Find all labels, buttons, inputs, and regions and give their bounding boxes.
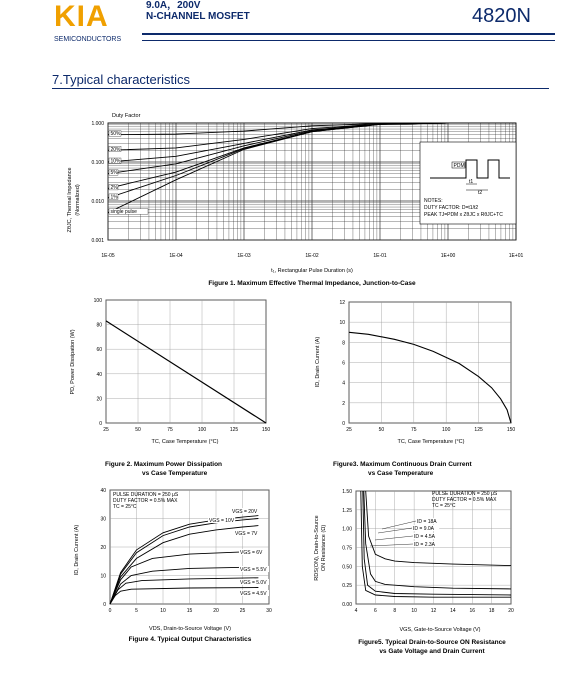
series-label: VGS = 20V xyxy=(232,509,258,515)
y-tick-label: 0.100 xyxy=(91,160,104,166)
x-tick-label: 1E-03 xyxy=(237,253,251,259)
series-label: ID = 18A xyxy=(417,519,437,525)
y-tick-label: 1.000 xyxy=(91,121,104,127)
part-number: 4820N xyxy=(472,5,531,27)
fig1-y-ticks xyxy=(91,121,104,244)
x-tick-label: 125 xyxy=(474,427,483,433)
fig2-caption-1: Figure 2. Maximum Power Dissipation xyxy=(105,461,223,468)
x-tick-label: 25 xyxy=(346,427,352,433)
y-tick-label: 1.00 xyxy=(342,526,352,533)
fig3-plot xyxy=(339,300,515,433)
y-tick-label: 80 xyxy=(96,322,102,329)
fig2-ylabel: PD, Power Dissipation (W) xyxy=(70,329,76,395)
y-tick-label: 30 xyxy=(100,516,106,523)
series-label: VGS = 6V xyxy=(240,550,263,556)
series-label: VGS = 4.5V xyxy=(240,591,267,597)
fig1-ylabel: ZθJC, Thermal Impedance xyxy=(67,167,73,233)
series-line xyxy=(349,332,511,423)
series-label: VGS = 5.0V xyxy=(240,580,267,586)
y-tick-label: 0 xyxy=(342,421,345,427)
y-tick-label: 4 xyxy=(342,380,345,387)
y-tick-label: 12 xyxy=(339,300,345,306)
fig1-x-ticks xyxy=(101,253,523,259)
y-tick-label: 2 xyxy=(342,400,345,407)
y-tick-label: 1.50 xyxy=(342,489,352,495)
fig5-plot xyxy=(342,489,514,614)
fig4-xlabel: VDS, Drain-to-Source Voltage (V) xyxy=(149,626,231,632)
x-tick-label: 1E+01 xyxy=(508,253,524,259)
y-tick-label: 20 xyxy=(100,545,106,551)
fig1-notes-title: NOTES: xyxy=(424,198,443,204)
x-tick-label: 125 xyxy=(229,427,239,433)
x-tick-label: 100 xyxy=(197,427,207,433)
fig5-note-1: PULSE DURATION = 250 μS xyxy=(432,491,498,497)
figure3 xyxy=(315,300,515,477)
series-line xyxy=(106,321,266,423)
figure2 xyxy=(70,298,270,477)
y-tick-label: 40 xyxy=(100,488,106,494)
x-tick-label: 50 xyxy=(378,427,385,433)
fig2-caption-2: vs Case Temperature xyxy=(142,470,208,477)
label-leader xyxy=(382,521,416,529)
fig5-caption-1: Figure5. Typical Drain-to-Source ON Resistance xyxy=(358,639,506,646)
fig3-ylabel: ID, Drain Current (A) xyxy=(315,336,321,388)
x-tick-label: 8 xyxy=(393,608,397,614)
fig5-caption-2: vs Gate Voltage and Drain Current xyxy=(379,648,485,655)
x-tick-label: 16 xyxy=(469,608,476,614)
figure1 xyxy=(67,113,524,287)
x-tick-label: 1E-04 xyxy=(169,253,183,259)
series-label: ID = 2.3A xyxy=(414,542,435,548)
y-tick-label: 6 xyxy=(342,360,345,367)
legend-label: 20% xyxy=(110,146,121,153)
x-tick-label: 1E+00 xyxy=(440,253,456,259)
y-tick-label: 1.25 xyxy=(342,507,352,514)
fig4-note-2: DUTY FACTOR = 0.5% MAX xyxy=(113,498,178,504)
fig1-note-2: PEAK TJ=PDM x ZθJC x RθJC+TC xyxy=(424,212,503,218)
legend-label: 5% xyxy=(110,170,118,177)
fig1-caption: Figure 1. Maximum Effective Thermal Impedance, Junction-to-Case xyxy=(208,280,416,287)
x-tick-label: 50 xyxy=(135,427,141,433)
x-tick-label: 1E-05 xyxy=(101,253,115,259)
x-tick-label: 20 xyxy=(508,608,514,614)
y-tick-label: 0 xyxy=(99,421,102,427)
x-tick-label: 30 xyxy=(266,608,272,614)
y-tick-label: 100 xyxy=(93,298,102,304)
device-type: N-CHANNEL MOSFET xyxy=(146,11,250,22)
series-label: VGS = 5.5V xyxy=(240,567,267,573)
x-tick-label: 10 xyxy=(160,608,166,614)
fig5-xlabel: VGS, Gate-to-Source Voltage (V) xyxy=(399,627,481,633)
x-tick-label: 75 xyxy=(411,427,417,433)
y-tick-label: 10 xyxy=(100,573,106,580)
y-tick-label: 0.75 xyxy=(342,545,352,552)
x-tick-label: 25 xyxy=(103,427,109,433)
fig1-pulse-inset xyxy=(420,142,516,224)
x-tick-label: 6 xyxy=(373,608,377,614)
x-tick-label: 25 xyxy=(239,608,246,614)
fig5-ylabel-2: ON Resistance (Ω) xyxy=(321,524,327,572)
fig4-ylabel: ID, Drain Current (A) xyxy=(74,524,80,576)
x-tick-label: 1E-01 xyxy=(373,253,387,259)
x-tick-label: 75 xyxy=(167,427,173,433)
fig4-note-3: TC = 25°C xyxy=(113,504,137,510)
y-tick-label: 20 xyxy=(96,396,102,403)
fig5-note-2: DUTY FACTOR = 0.5% MAX xyxy=(432,497,497,503)
fig4-note-1: PULSE DURATION = 250 μS xyxy=(113,492,179,498)
y-tick-label: 60 xyxy=(96,347,102,354)
fig2-xlabel: TC, Case Temperature (°C) xyxy=(151,439,219,445)
x-tick-label: 4 xyxy=(354,608,358,614)
y-tick-label: 0.25 xyxy=(342,583,352,590)
fig3-caption-1: Figure3. Maximum Continuous Drain Current xyxy=(333,461,472,468)
fig2-plot xyxy=(94,298,271,433)
fig5-note-3: TC = 25°C xyxy=(432,503,456,509)
fig1-xlabel: t₁, Rectangular Pulse Duration (s) xyxy=(271,268,353,274)
y-tick-label: 0.50 xyxy=(342,564,352,571)
fig1-legend-title: Duty Factor xyxy=(112,113,141,119)
fig1-t1-label: t1 xyxy=(469,179,474,185)
series-line xyxy=(110,567,258,604)
y-tick-label: 8 xyxy=(342,340,345,347)
y-tick-label: 10 xyxy=(339,320,345,327)
y-tick-label: 0 xyxy=(103,602,106,608)
fig5-ylabel-1: RDS(ON), Drain-to-Source xyxy=(314,515,320,581)
x-tick-label: 10 xyxy=(411,608,417,614)
y-tick-label: 40 xyxy=(96,371,102,378)
fig1-ylabel-2: (Normalized) xyxy=(75,184,81,216)
x-tick-label: 1E-02 xyxy=(305,253,319,259)
x-tick-label: 20 xyxy=(213,608,219,614)
fig3-caption-2: vs Case Temperature xyxy=(368,470,434,477)
figure5 xyxy=(314,489,514,655)
series-line xyxy=(110,551,258,604)
legend-label: single pulse xyxy=(110,209,137,216)
label-leader xyxy=(375,536,413,540)
legend-label: 2% xyxy=(110,184,118,191)
section-title: 7.Typical characteristics xyxy=(52,72,190,87)
figure4 xyxy=(74,488,272,643)
series-label: VGS = 7V xyxy=(235,531,258,537)
fig1-note-1: DUTY FACTOR: D=t1/t2 xyxy=(424,205,479,211)
y-tick-label: 0.001 xyxy=(91,238,104,244)
x-tick-label: 12 xyxy=(430,608,437,614)
x-tick-label: 5 xyxy=(135,608,138,614)
x-tick-label: 14 xyxy=(450,608,456,614)
legend-label: 1% xyxy=(110,194,118,201)
y-tick-label: 0.010 xyxy=(91,199,104,205)
x-tick-label: 18 xyxy=(488,608,495,614)
x-tick-label: 15 xyxy=(186,608,193,614)
legend-label: 50% xyxy=(110,131,121,138)
fig4-caption: Figure 4. Typical Output Characteristics xyxy=(128,636,252,643)
plot-frame xyxy=(106,300,266,423)
legend-label: 10% xyxy=(110,158,121,165)
x-tick-label: 0 xyxy=(108,608,112,614)
fig1-pdm-label: PDM xyxy=(453,163,465,169)
company-logo: KIA xyxy=(54,0,109,33)
label-leader xyxy=(370,544,413,546)
device-rating: 9.0A，200V xyxy=(146,0,201,11)
x-tick-label: 150 xyxy=(261,427,271,433)
y-tick-label: 0.00 xyxy=(342,602,352,608)
series-label: ID = 9.0A xyxy=(413,526,434,532)
series-line xyxy=(110,578,258,604)
x-tick-label: 150 xyxy=(506,427,516,433)
series-label: VGS = 10V xyxy=(209,518,235,524)
series-line xyxy=(110,588,258,605)
logo-subtitle: SEMICONDUCTORS xyxy=(54,36,122,43)
fig3-xlabel: TC, Case Temperature (°C) xyxy=(397,439,465,445)
x-tick-label: 100 xyxy=(442,427,451,433)
series-line xyxy=(110,526,258,604)
series-label: ID = 4.5A xyxy=(414,534,435,540)
fig1-t2-label: t2 xyxy=(478,190,483,196)
